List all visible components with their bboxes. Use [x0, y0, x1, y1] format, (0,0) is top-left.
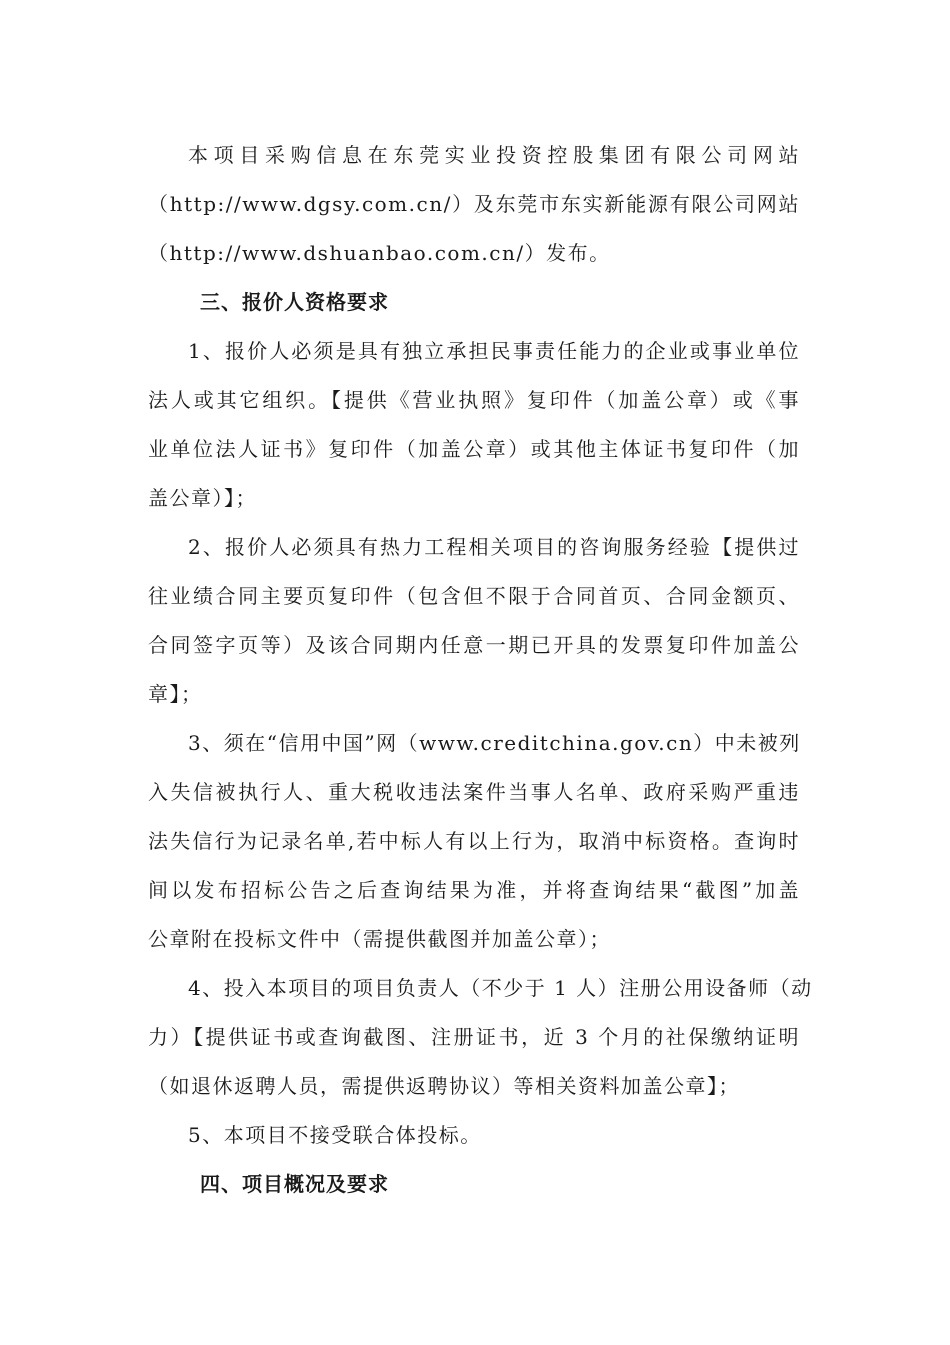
requirement-4-line-1: 4、投入本项目的项目负责人（不少于 1 人）注册公用设备师（动 [188, 976, 813, 1000]
requirement-3 [148, 719, 800, 964]
requirement-2 [148, 523, 800, 719]
requirement-1-line-3: 业单位法人证书》复印件（加盖公章）或其他主体证书复印件（加 [148, 437, 800, 461]
requirement-2-line-3: 合同签字页等）及该合同期内任意一期已开具的发票复印件加盖公 [148, 633, 800, 657]
requirement-4-line-3: （如退休返聘人员，需提供返聘协议）等相关资料加盖公章】； [148, 1074, 740, 1098]
requirement-2-line-4: 章】； [148, 682, 203, 706]
requirement-2-line-1: 2、报价人必须具有热力工程相关项目的咨询服务经验【提供过 [188, 535, 800, 559]
requirement-4-line-2: 力）【提供证书或查询截图、注册证书，近 3 个月的社保缴纳证明 [148, 1025, 800, 1049]
intro-line-2: （http://www.dgsy.com.cn/）及东莞市东实新能源有限公司网站 [148, 192, 800, 216]
requirement-1 [148, 327, 800, 523]
requirement-3-line-4: 间以发布招标公告之后查询结果为准，并将查询结果“截图”加盖 [148, 878, 800, 902]
intro-line-3: （http://www.dshuanbao.com.cn/）发布。 [148, 241, 611, 265]
requirement-3-line-2: 入失信被执行人、重大税收违法案件当事人名单、政府采购严重违 [148, 780, 800, 804]
requirement-3-line-3: 法失信行为记录名单,若中标人有以上行为，取消中标资格。查询时 [148, 829, 800, 853]
requirement-1-line-1: 1、报价人必须是具有独立承担民事责任能力的企业或事业单位 [188, 339, 800, 363]
intro-line-1: 本项目采购信息在东莞实业投资控股集团有限公司网站 [188, 143, 800, 167]
requirement-3-line-5: 公章附在投标文件中（需提供截图并加盖公章）； [148, 927, 611, 951]
requirement-2-line-2: 往业绩合同主要页复印件（包含但不限于合同首页、合同金额页、 [148, 584, 800, 608]
requirement-4 [148, 964, 813, 1111]
section-heading-project-overview: 四、项目概况及要求 [200, 1172, 389, 1196]
requirement-3-line-1: 3、须在“信用中国”网（www.creditchina.gov.cn）中未被列 [188, 731, 801, 755]
requirement-5: 5、本项目不接受联合体投标。 [188, 1123, 482, 1147]
requirement-1-line-2: 法人或其它组织。【提供《营业执照》复印件（加盖公章）或《事 [148, 388, 800, 412]
intro-paragraph [148, 131, 800, 278]
section-heading-qualifications: 三、报价人资格要求 [200, 290, 389, 314]
requirement-1-line-4: 盖公章）】； [148, 486, 257, 510]
